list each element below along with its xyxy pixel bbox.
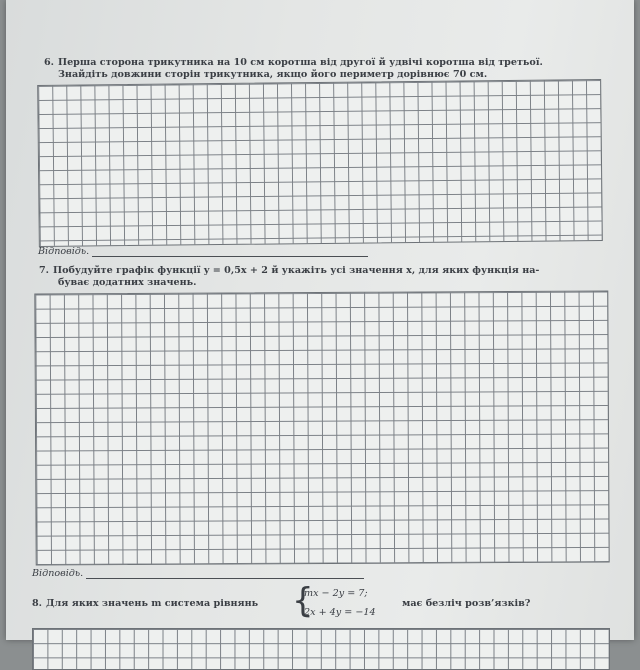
task-6-number: 6. <box>44 57 55 68</box>
task-6-text <box>44 57 604 81</box>
task-7-answer <box>32 568 364 579</box>
task-6-answer-label: Відповідь. <box>38 246 90 257</box>
task-8-number: 8. <box>32 598 43 609</box>
task-6-line-2: Знайдіть довжини сторін трикутника, якщо його периметр дорівнює 70 см. <box>58 69 488 80</box>
task-6-line-1: Перша сторона трикутника на 10 см коротша від другої й удвічі коротша від третьої. <box>58 57 543 68</box>
equation-1: mx − 2y = 7; <box>304 588 368 599</box>
system-brace: { <box>292 581 314 621</box>
task-7-graph-grid[interactable] <box>34 290 609 565</box>
task-7-answer-line[interactable] <box>86 568 364 579</box>
task-7-number: 7. <box>39 265 50 276</box>
equation-2: 2x + 4y = −14 <box>304 607 376 618</box>
task-6-answer-line[interactable] <box>92 246 368 257</box>
task-8-text <box>32 598 258 610</box>
task-7-text <box>39 265 614 289</box>
task-7-answer-label: Відповідь. <box>32 568 84 579</box>
task-6-answer-grid[interactable] <box>37 79 603 247</box>
task-8-question-end: має безліч розв’язків? <box>402 598 531 609</box>
workbook-page <box>6 0 634 640</box>
task-8-question: Для яких значень m система рівнянь <box>46 598 259 609</box>
task-8-text-after <box>402 598 530 610</box>
task-8-answer-grid[interactable] <box>32 628 610 670</box>
equation-system <box>304 584 376 622</box>
task-6-answer <box>38 246 368 257</box>
task-7-line-1: Побудуйте графік функції y = 0,5x + 2 й укажіть усі значення x, для яких функція на- <box>53 265 540 276</box>
task-7-line-2: буває додатних значень. <box>58 277 197 288</box>
